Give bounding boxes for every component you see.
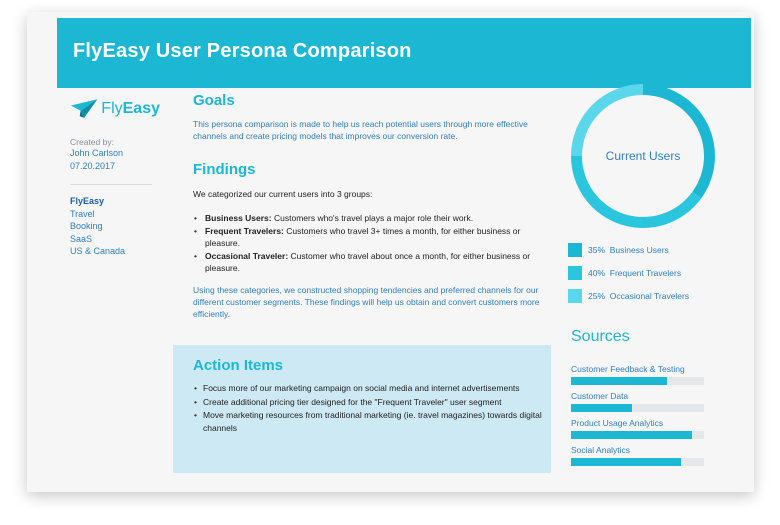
logo-prefix: Fly	[101, 100, 123, 117]
list-item	[203, 212, 543, 225]
tag-list	[70, 195, 160, 258]
source-label: Customer Feedback & Testing	[571, 364, 685, 374]
chart-title: Current Users	[605, 149, 681, 163]
tag-item: US & Canada	[70, 246, 126, 256]
legend-pct: 35%	[588, 245, 606, 255]
legend-pct: 25%	[588, 291, 606, 301]
legend-text: Occasional Travelers	[609, 291, 690, 301]
legend-item	[568, 266, 689, 280]
source-bar-fill	[571, 458, 681, 466]
legend-item	[568, 289, 689, 303]
legend-text: Frequent Travelers	[609, 268, 682, 278]
chart-legend	[568, 243, 689, 312]
tag-item: Travel	[70, 208, 95, 219]
tag-item: FlyEasy	[70, 196, 105, 206]
action-items-heading: Action Items	[193, 357, 284, 374]
donut-slice-business-users	[643, 84, 715, 198]
legend-text: Business Users	[609, 245, 669, 255]
group-desc: Customers who's travel plays a major role their work.	[271, 213, 474, 223]
sources-heading: Sources	[571, 328, 630, 345]
list-item: • Move marketing resources from traditional marketing (ie. travel magazines) towards digital channels	[203, 409, 543, 434]
donut-slice-frequent-travelers	[571, 156, 701, 228]
group-desc: Customer who travel about once a month, for either business or pleasure.	[205, 250, 531, 273]
group-desc: Customers who travel 3+ times a month, for either business or pleasure.	[205, 225, 521, 248]
paper-plane-icon	[70, 97, 98, 121]
created-by-label: Created by:	[70, 137, 114, 147]
group-name: Occasional Traveler:	[205, 250, 289, 261]
action-items-box	[173, 345, 551, 473]
source-item	[571, 364, 711, 385]
source-bar-track	[571, 458, 704, 466]
tag-item: SaaS	[70, 233, 93, 244]
source-bar-fill	[571, 431, 692, 439]
list-item	[203, 225, 543, 250]
logo-text	[101, 100, 160, 118]
title-banner	[57, 18, 751, 88]
left-sidebar	[70, 95, 160, 258]
goals-heading: Goals	[193, 92, 235, 109]
legend-label	[588, 268, 681, 278]
donut-slice-occasional-travelers	[571, 84, 643, 156]
page-title: FlyEasy User Persona Comparison	[73, 40, 412, 62]
legend-pct: 40%	[588, 268, 606, 278]
findings-heading: Findings	[193, 161, 256, 178]
list-item	[203, 250, 543, 275]
legend-label	[588, 291, 689, 301]
source-bar-fill	[571, 404, 632, 412]
legend-label	[588, 245, 669, 255]
sources-list	[571, 364, 711, 472]
legend-swatch	[568, 243, 582, 257]
source-label: Customer Data	[571, 391, 629, 401]
list-item: • Focus more of our marketing campaign on social media and internet advertisements	[203, 382, 543, 395]
findings-intro: We categorized our current users into 3 groups:	[193, 189, 373, 199]
flyeasy-logo	[70, 95, 160, 123]
source-bar-track	[571, 377, 704, 385]
created-date: 07.20.2017	[70, 161, 116, 171]
tag-item: Booking	[70, 221, 103, 231]
author-name: John Carlson	[70, 148, 124, 158]
group-name: Business Users:	[205, 213, 272, 223]
source-bar-fill	[571, 377, 667, 385]
legend-swatch	[568, 289, 582, 303]
group-name: Frequent Travelers:	[205, 225, 284, 236]
source-label: Social Analytics	[571, 445, 631, 455]
source-label: Product Usage Analytics	[571, 418, 664, 428]
source-bar-track	[571, 431, 704, 439]
source-item	[571, 445, 711, 466]
user-groups-list	[193, 212, 543, 275]
legend-item	[568, 243, 689, 257]
goals-text: This persona comparison is made to help us reach potential users through more effective channels and create pricing models that improves our conversion rate.	[193, 119, 528, 141]
main-content	[193, 92, 543, 320]
action-items-list	[203, 382, 543, 435]
source-item	[571, 418, 711, 439]
findings-summary: Using these categories, we constructed shopping tendencies and preferred channels for our different customer segments. These findings will help us obtain and convert customers more efficiently.	[193, 284, 540, 319]
list-item: • Create additional pricing tier designed for the "Frequent Traveler" user segment	[203, 396, 543, 409]
source-item	[571, 391, 711, 412]
divider	[70, 184, 152, 185]
legend-swatch	[568, 266, 582, 280]
logo-suffix: Easy	[122, 100, 160, 117]
source-bar-track	[571, 404, 704, 412]
current-users-donut-chart	[568, 81, 718, 231]
